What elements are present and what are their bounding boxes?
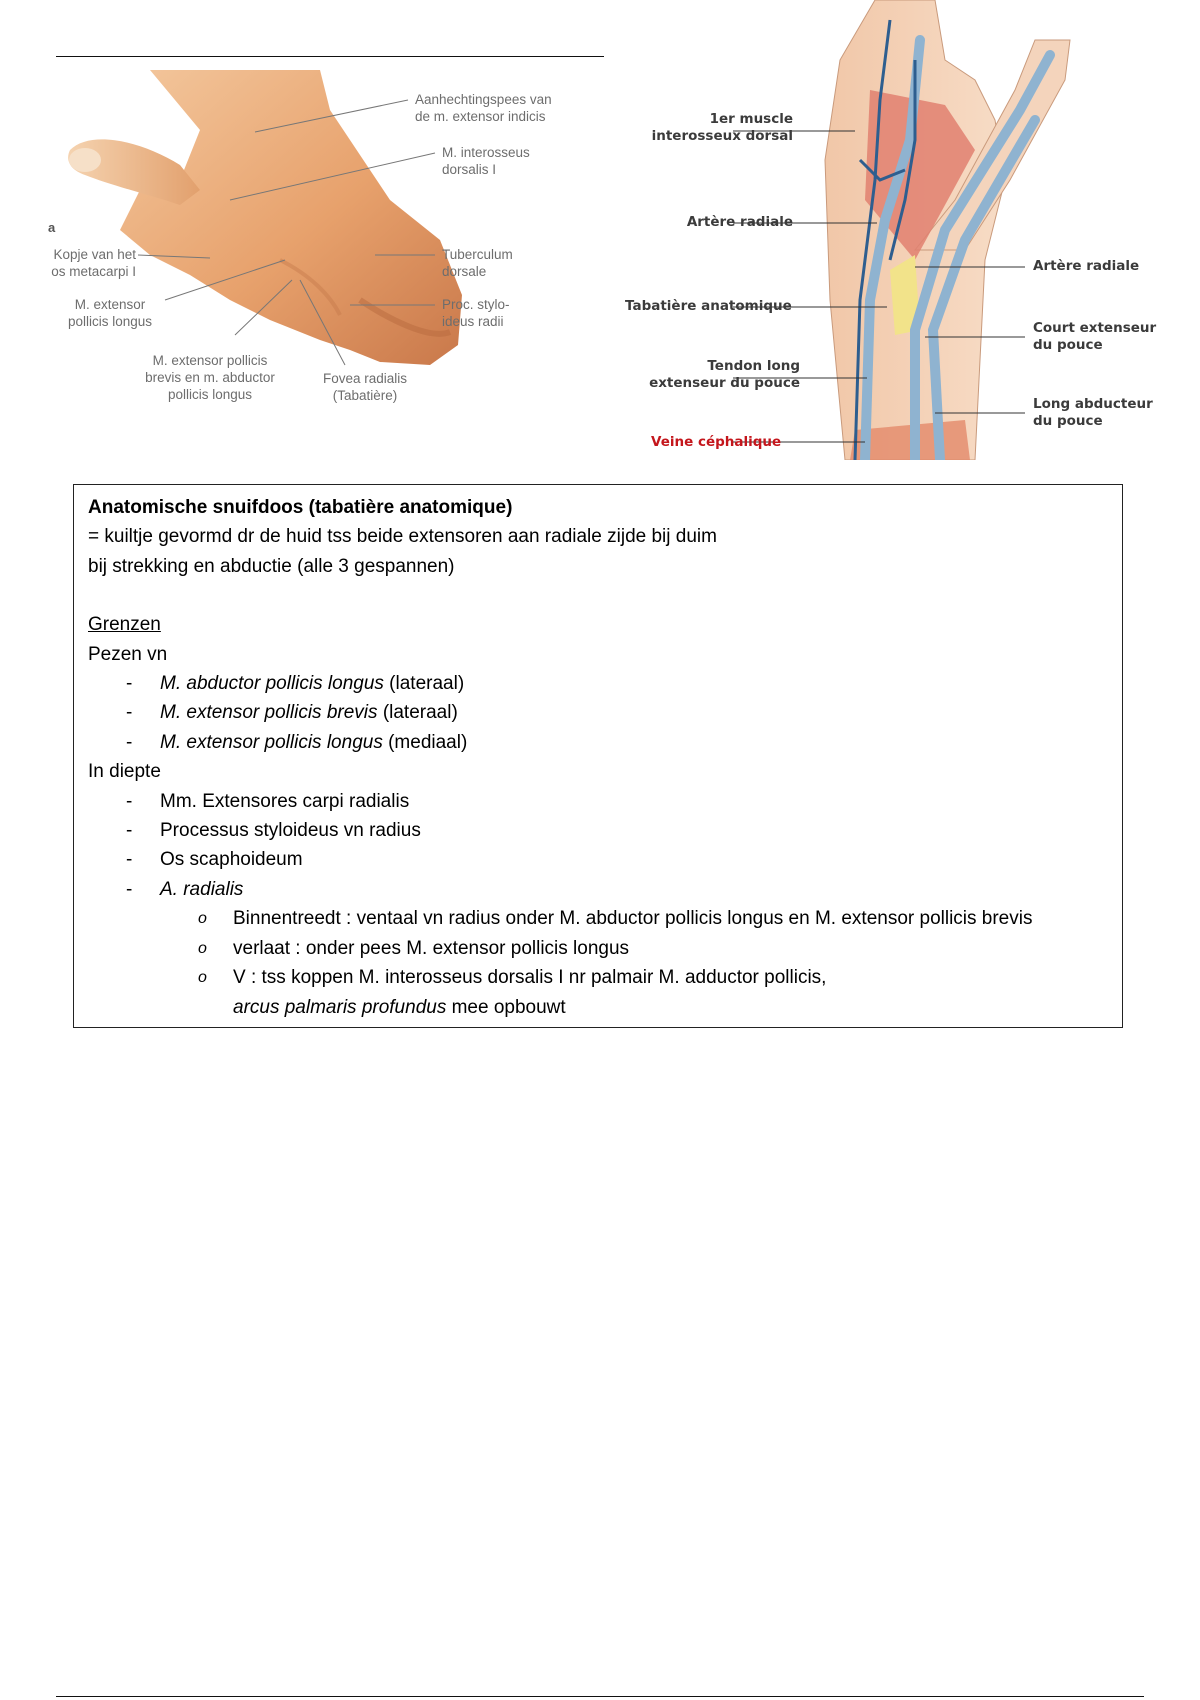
- blank-line: [88, 581, 1108, 610]
- label-artere-right: Artère radiale: [1033, 258, 1140, 274]
- label-fovea: Fovea radialis (Tabatière): [322, 371, 408, 403]
- boundaries-heading: Grenzen: [88, 614, 161, 636]
- label-proc-stylo: Proc. stylo- ideus radii: [442, 297, 510, 329]
- depth-heading: In diepte: [88, 761, 161, 783]
- sub-list-continuation: arcus palmaris profundus mee opbouwt: [233, 996, 566, 1018]
- label-veine: Veine céphalique: [651, 434, 782, 450]
- wrist-vessels-figure: [615, 0, 1200, 460]
- thumbnail-shape: [69, 148, 101, 172]
- label-tuberculum: Tuberculum dorsale: [442, 247, 513, 279]
- list-item: - M. extensor pollicis longus (mediaal): [88, 728, 1108, 757]
- top-rule: [56, 56, 604, 57]
- list-item: - M. abductor pollicis longus (lateraal): [88, 669, 1108, 698]
- tendons-heading: Pezen vn: [88, 643, 168, 665]
- label-extensor-longus: M. extensor pollicis longus: [67, 297, 153, 329]
- definition-line-2: bij strekking en abductie (alle 3 gespannen): [88, 555, 455, 577]
- label-long-abd: Long abducteur du pouce: [1033, 396, 1153, 429]
- label-artere-left: Artère radiale: [686, 214, 793, 230]
- list-item: - Mm. Extensores carpi radialis: [88, 787, 1108, 816]
- sub-list-item: o V : tss koppen M. interosseus dorsalis I nr palmair M. adductor pollicis,: [88, 963, 1108, 992]
- list-item: - A. radialis: [88, 875, 1108, 904]
- list-item: - M. extensor pollicis brevis (lateraal): [88, 698, 1108, 727]
- label-court: Court extenseur du pouce: [1033, 320, 1157, 353]
- label-extensor-brevis: M. extensor pollicis brevis en m. abductor pollicis longus: [145, 353, 275, 402]
- definition-line-1: = kuiltje gevormd dr de huid tss beide extensoren aan radiale zijde bij duim: [88, 526, 717, 548]
- hand-shape: [120, 70, 462, 365]
- list-item: - Os scaphoideum: [88, 845, 1108, 874]
- hand-dorsal-figure: [30, 70, 620, 440]
- label-interosseus: M. interosseus dorsalis I: [442, 145, 530, 177]
- sub-list-item: o Binnentreedt : ventaal vn radius onder M. abductor pollicis longus en M. extensor pollicis brevis: [88, 904, 1108, 933]
- label-kopje: Kopje van het os metacarpi I: [51, 247, 136, 279]
- bottom-rule: [56, 1696, 1144, 1697]
- label-interosseux: 1er muscle interosseux dorsal: [651, 111, 793, 144]
- list-item: - Processus styloideus vn radius: [88, 816, 1108, 845]
- label-aanhechtingspees: Aanhechtingspees van de m. extensor indicis: [415, 92, 552, 124]
- label-tabatiere: Tabatière anatomique: [625, 298, 792, 314]
- panel-letter: a: [48, 220, 56, 235]
- snuffbox-notes: [73, 484, 1123, 1028]
- label-tendon: Tendon long extenseur du pouce: [649, 358, 800, 391]
- section-title: Anatomische snuifdoos (tabatière anatomique): [88, 497, 513, 518]
- sub-list-item: o verlaat : onder pees M. extensor pollicis longus: [88, 934, 1108, 963]
